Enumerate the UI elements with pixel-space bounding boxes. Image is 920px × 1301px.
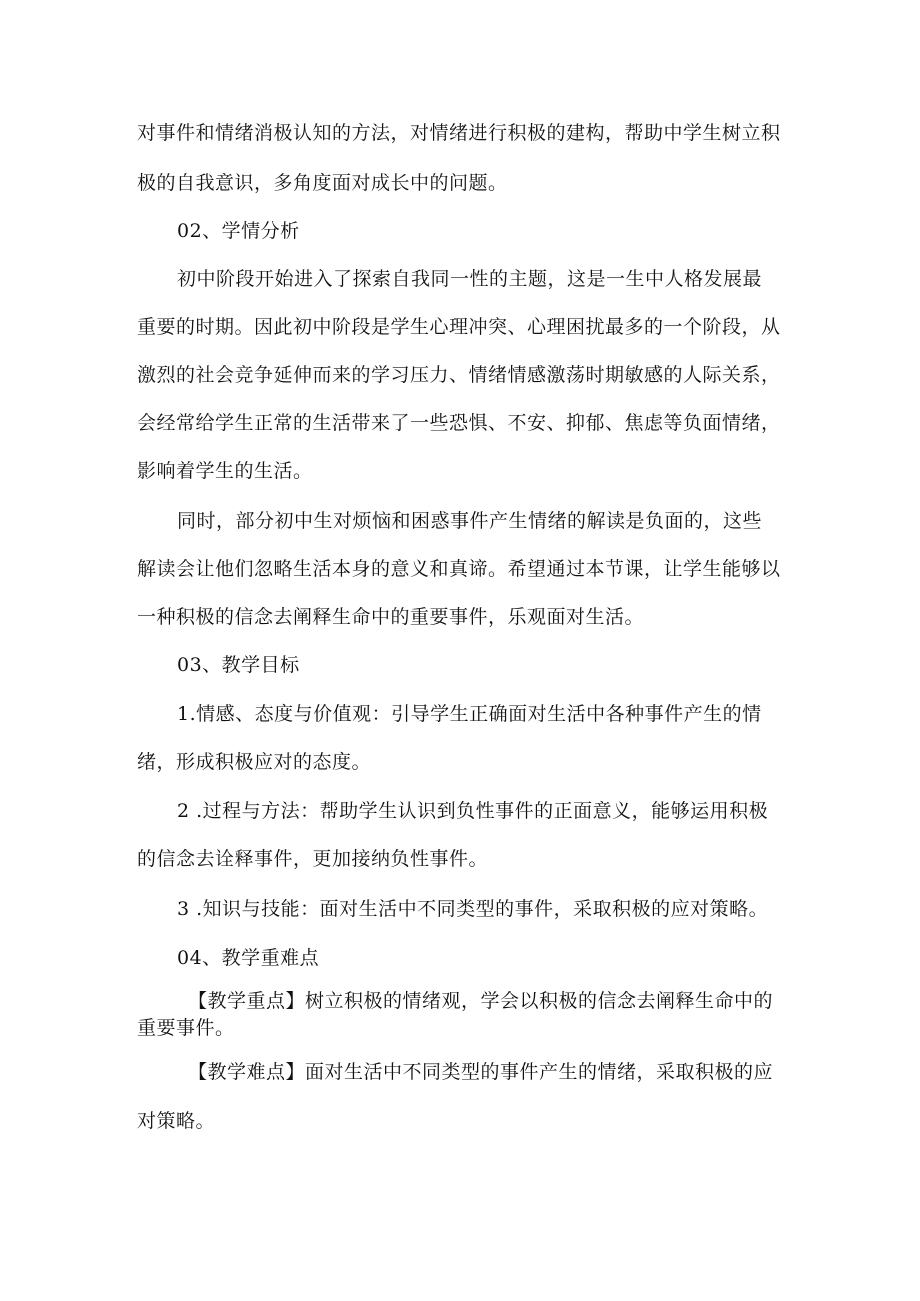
text-line: 同时，部分初中生对烦恼和困惑事件产生情绪的解读是负面的，这些 (177, 510, 763, 532)
text-line: 解读会让他们忽略生活本身的意义和真谛。希望通过本节课，让学生能够以 (137, 558, 781, 580)
text-line: 影响着学生的生活。 (137, 460, 313, 482)
text-line: 初中阶段开始进入了探索自我同一性的主题，这是一生中人格发展最 (177, 268, 763, 290)
text-line: 绪，形成积极应对的态度。 (137, 751, 372, 773)
section-heading-03: 03、教学目标 (177, 654, 300, 676)
text-line: 极的自我意识，多角度面对成长中的问题。 (137, 172, 508, 194)
text-line: 对事件和情绪消极认知的方法，对情绪进行积极的建构，帮助中学生树立积 (137, 122, 781, 144)
text-line: 【教学重点】树立积极的情绪观，学会以积极的信念去阐释生命中的 (188, 990, 774, 1012)
text-line: 的信念去诠释事件，更加接纳负性事件。 (137, 848, 489, 870)
text-line: 3 .知识与技能：面对生活中不同类型的事件，采取积极的应对策略。 (177, 898, 769, 920)
text-line: 激烈的社会竞争延伸而来的学习压力、情绪情感激荡时期敏感的人际关系， (137, 364, 781, 386)
text-line: 一种积极的信念去阐释生命中的重要事件，乐观面对生活。 (137, 606, 645, 628)
section-heading-04: 04、教学重难点 (177, 947, 320, 969)
text-line: 重要的时期。因此初中阶段是学生心理冲突、心理困扰最多的一个阶段，从 (137, 316, 781, 338)
text-line: 【教学难点】面对生活中不同类型的事件产生的情绪，采取积极的应 (188, 1061, 774, 1083)
text-line: 2 .过程与方法：帮助学生认识到负性事件的正面意义，能够运用积极 (177, 800, 769, 822)
section-heading-02: 02、学情分析 (177, 220, 300, 242)
text-line: 1.情感、态度与价值观：引导学生正确面对生活中各种事件产生的情 (177, 703, 762, 725)
text-line: 重要事件。 (137, 1017, 235, 1039)
text-line: 对策略。 (137, 1110, 216, 1132)
text-line: 会经常给学生正常的生活带来了一些恐惧、不安、抑郁、焦虑等负面情绪， (137, 412, 781, 434)
